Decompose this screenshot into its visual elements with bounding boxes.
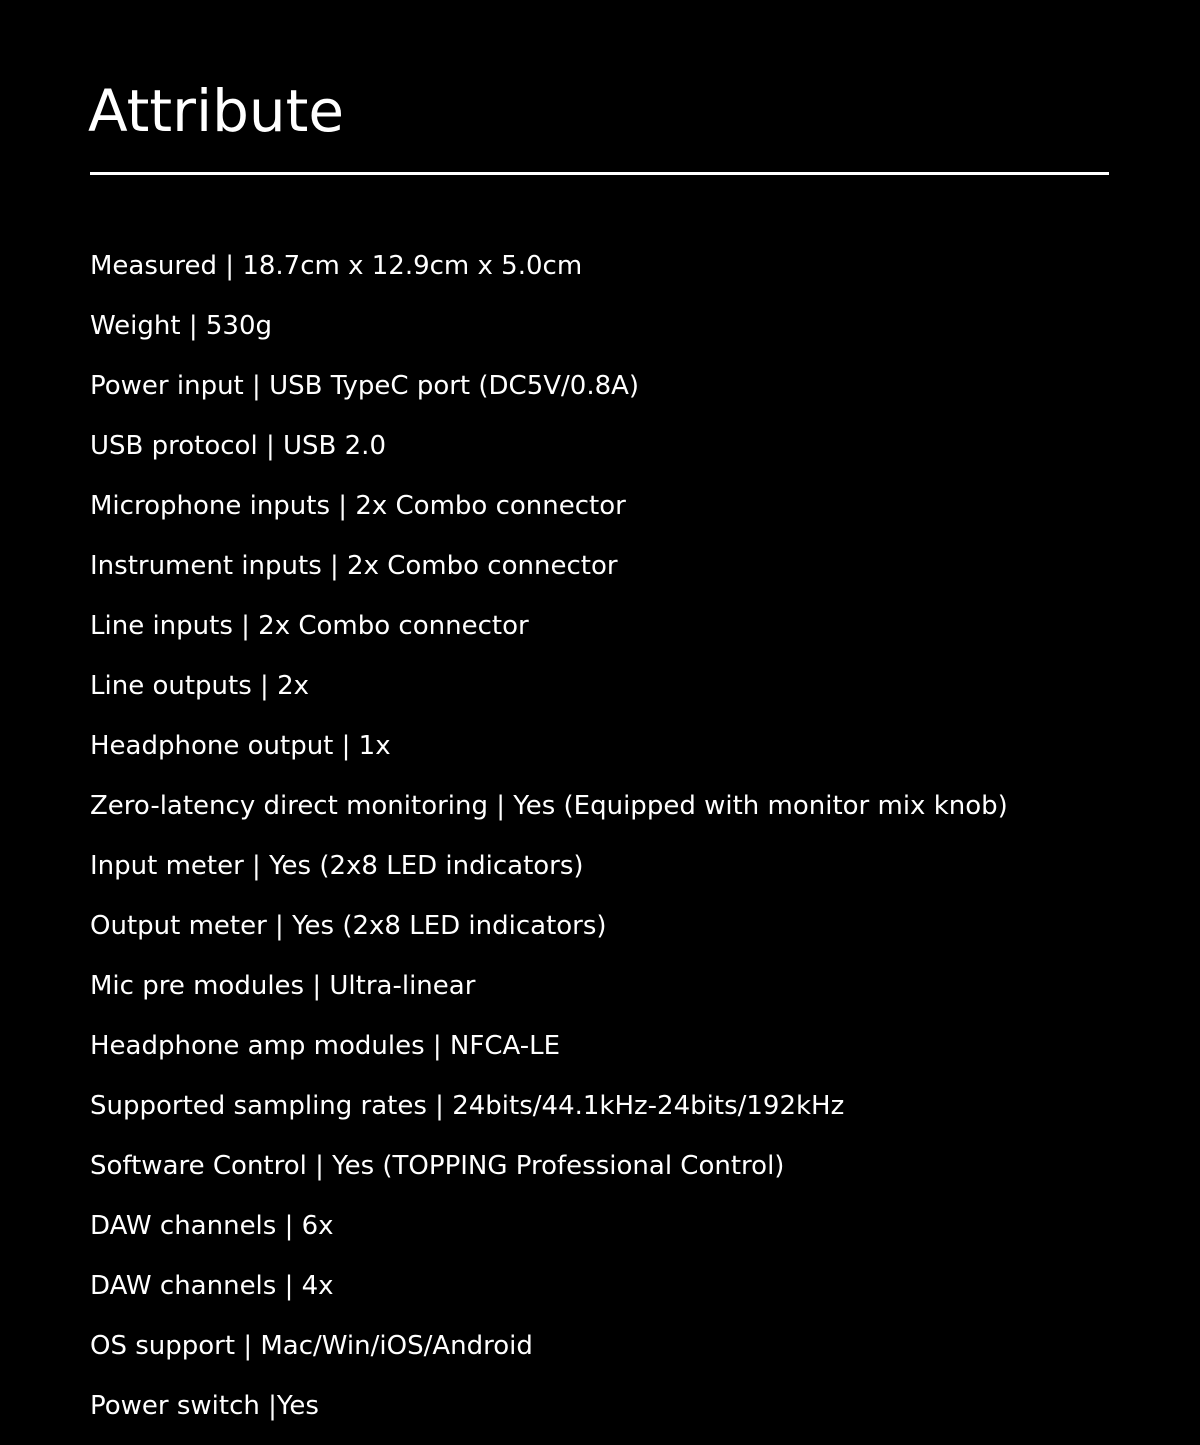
spec-label: DAW channels <box>90 1271 277 1301</box>
spec-row-sampling-rates <box>90 1076 1150 1136</box>
title-divider <box>90 172 1109 175</box>
spec-label: Power input <box>90 371 244 401</box>
spec-value: NFCA-LE <box>449 1031 560 1061</box>
spec-value: Ultra-linear <box>329 971 476 1001</box>
spec-row-microphone-inputs <box>90 476 1150 536</box>
spec-label: Weight <box>90 311 181 341</box>
spec-value: 18.7cm x 12.9cm x 5.0cm <box>242 251 583 281</box>
spec-label: Microphone inputs <box>90 491 331 521</box>
spec-value: 4x <box>301 1271 334 1301</box>
spec-separator: | <box>304 971 330 1001</box>
spec-row-direct-monitoring <box>90 776 1150 836</box>
spec-row-usb-protocol <box>90 416 1150 476</box>
spec-value: 530g <box>205 311 273 341</box>
spec-separator: | <box>232 611 259 641</box>
spec-separator: | <box>276 1211 302 1241</box>
spec-label: Line outputs <box>90 671 252 701</box>
spec-separator: | <box>424 1031 450 1061</box>
spec-row-power-input <box>90 356 1150 416</box>
spec-row-measured <box>90 236 1150 296</box>
spec-label: Headphone output <box>90 731 334 761</box>
spec-label: USB protocol <box>90 431 258 461</box>
spec-value: Yes (2x8 LED indicators) <box>269 851 584 881</box>
spec-row-headphone-amp-modules <box>90 1016 1150 1076</box>
spec-separator: | <box>217 251 243 281</box>
spec-value: 1x <box>358 731 391 761</box>
page-title: Attribute <box>88 77 345 145</box>
spec-row-daw-channels-2 <box>90 1256 1150 1316</box>
spec-separator: | <box>235 1331 261 1361</box>
spec-label: Measured <box>90 251 218 281</box>
spec-value: Yes (Equipped with monitor mix knob) <box>513 791 1008 821</box>
spec-row-headphone-output <box>90 716 1150 776</box>
spec-list <box>90 236 1150 1436</box>
spec-label: Zero-latency direct monitoring <box>90 791 488 821</box>
spec-value: USB TypeC port (DC5V/0.8A) <box>269 371 640 401</box>
spec-value: 2x <box>277 671 309 701</box>
spec-label: Output meter <box>90 911 267 941</box>
spec-separator: | <box>488 791 514 821</box>
spec-label: OS support <box>90 1331 236 1361</box>
spec-row-line-outputs <box>90 656 1150 716</box>
spec-label: Instrument inputs <box>90 551 322 581</box>
spec-value: USB 2.0 <box>283 431 386 461</box>
spec-value: Yes (2x8 LED indicators) <box>292 911 607 941</box>
spec-value: 6x <box>301 1211 334 1241</box>
spec-separator: | <box>306 1151 333 1181</box>
spec-separator: | <box>426 1091 453 1121</box>
spec-row-daw-channels <box>90 1196 1150 1256</box>
spec-label: Line inputs <box>90 611 233 641</box>
spec-label: Headphone amp modules <box>90 1031 425 1061</box>
spec-value: Mac/Win/iOS/Android <box>260 1331 533 1361</box>
spec-value: Yes <box>276 1391 319 1421</box>
spec-value: 2x Combo connector <box>258 611 529 641</box>
spec-label: Power switch <box>90 1391 260 1421</box>
spec-separator: | <box>243 371 270 401</box>
spec-row-software-control <box>90 1136 1150 1196</box>
spec-separator: | <box>321 551 348 581</box>
spec-separator: | <box>243 851 270 881</box>
spec-row-input-meter <box>90 836 1150 896</box>
spec-row-output-meter <box>90 896 1150 956</box>
spec-label: Supported sampling rates <box>90 1091 427 1121</box>
spec-separator: | <box>180 311 206 341</box>
spec-row-power-switch <box>90 1376 1150 1436</box>
spec-row-instrument-inputs <box>90 536 1150 596</box>
spec-separator: | <box>259 1391 277 1421</box>
spec-row-os-support <box>90 1316 1150 1376</box>
spec-separator: | <box>257 431 283 461</box>
spec-separator: | <box>251 671 278 701</box>
spec-row-line-inputs <box>90 596 1150 656</box>
spec-value: 2x Combo connector <box>347 551 618 581</box>
spec-label: Input meter <box>90 851 244 881</box>
spec-label: Software Control <box>90 1151 307 1181</box>
spec-separator: | <box>333 731 359 761</box>
spec-label: Mic pre modules <box>90 971 305 1001</box>
spec-label: DAW channels <box>90 1211 277 1241</box>
spec-row-weight <box>90 296 1150 356</box>
spec-separator: | <box>266 911 293 941</box>
spec-value: 24bits/44.1kHz-24bits/192kHz <box>452 1091 845 1121</box>
spec-value: Yes (TOPPING Professional Control) <box>332 1151 785 1181</box>
spec-value: 2x Combo connector <box>355 491 626 521</box>
spec-row-mic-pre-modules <box>90 956 1150 1016</box>
spec-separator: | <box>276 1271 302 1301</box>
spec-separator: | <box>330 491 356 521</box>
